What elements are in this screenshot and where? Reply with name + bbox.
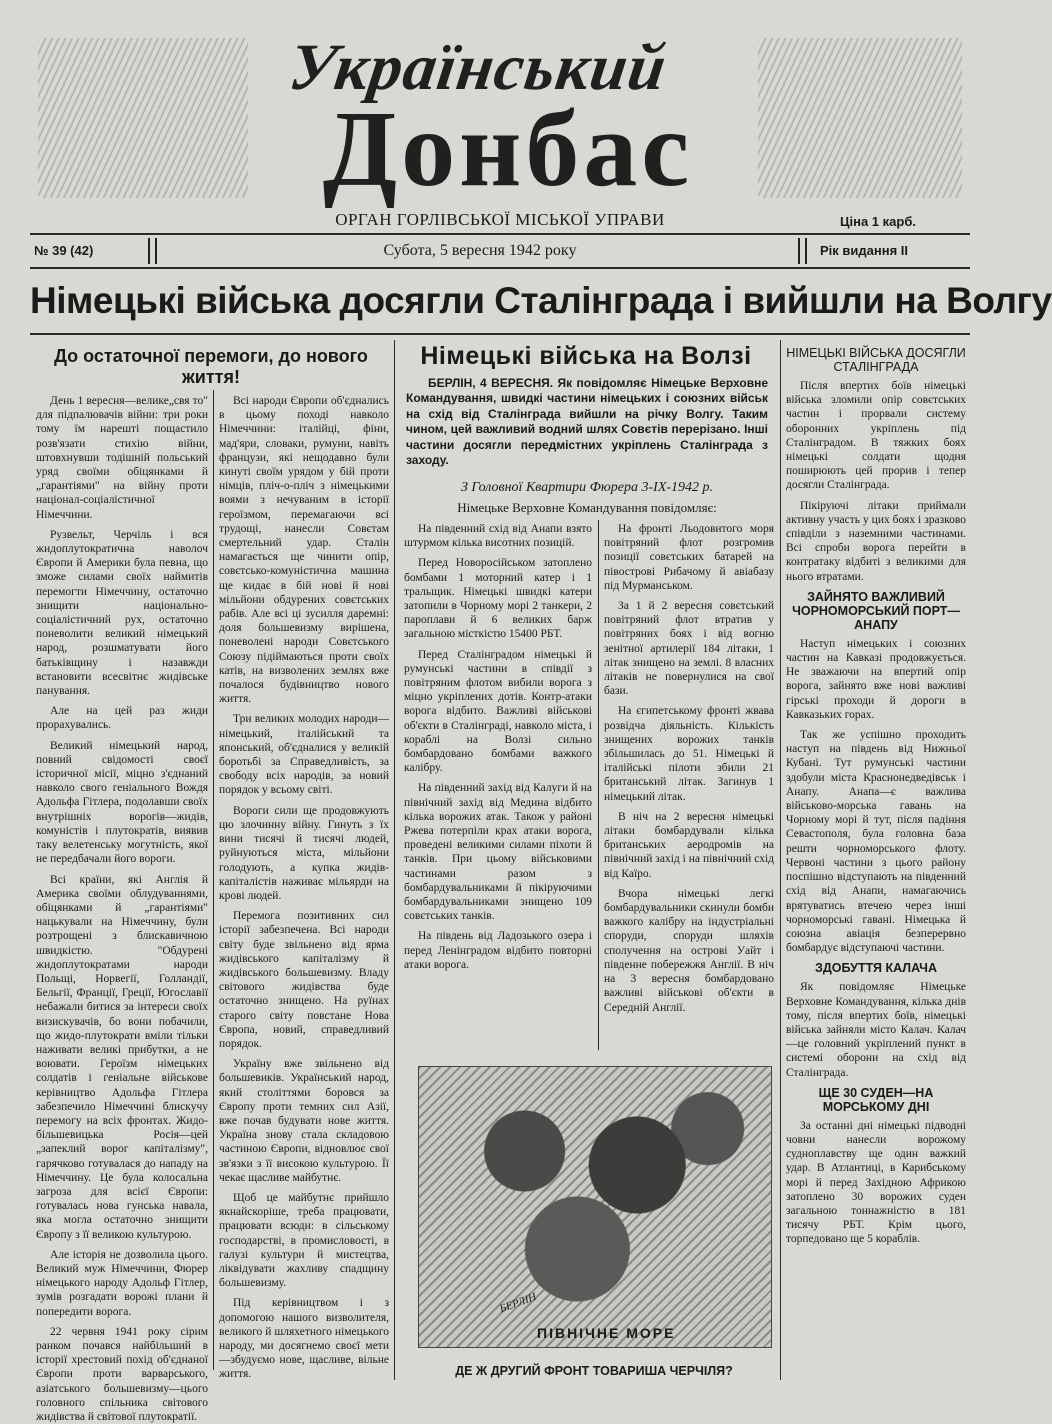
divider (30, 233, 970, 235)
organ-line: ОРГАН ГОРЛІВСЬКОЇ МІСЬКОЇ УПРАВИ (335, 210, 665, 229)
divider (30, 267, 970, 269)
paragraph: Вчора німецькі легкі бомбардувальники скинули бомби важкого калібру на індустріальні споруди, споруди шляхів сполучення на острові Уайт і південне побережжя Англії. В ніч на 3 вересня бомбардовано важливі військові об'єкти в Середній Англії. (604, 887, 774, 1014)
paragraph: Всі країни, які Англія й Америка своїми облудуваннями, обіцянками й „гарантіями" нацькували на Німеччину, були розтрощені з блискавичною швидкістю. "Обдурені жидоплутократами народи Польщі, Норвегії, Голландії, Бельгії, Франції, Греції, Югославії небажали битися за інтереси своїх визискувачів, бо вони побачили, що жидо-плутократи вміли тільки наживати великі прибутки, а не воювати. Героїзм німецьких солдатів і геніальне військове керівництво Адольфа Гітлера забезпечило Німеччині блискучу перемогу на всіх фронтах. Жидо-більшевицька Росія—цей „запеклий ворог капіталізму", гарячково готувалася до нападу на Німеччину. Це була колосальна загроза для всієї Європи: готувалась нова гунська навала, яка могла остаточно знищити Європу з її великою культурою. (36, 873, 208, 1241)
article2-lead: БЕРЛІН, 4 ВЕРЕСНЯ. Як повідомляє Німецьке Верховне Командування, швидкі частини німецьких і союзних військ на схід від Сталінграда вийшли на річку Волгу. Таким чином, цей важливий водний шлях Совєтів перерізано. Інші частини досягли передмістних укріплень Сталінграда з заходу. (406, 376, 768, 468)
divider (148, 238, 157, 264)
cartoon-caption: ДЕ Ж ДРУГИЙ ФРОНТ ТОВАРИША ЧЕРЧІЛЯ? (455, 1364, 733, 1378)
paragraph: Пікіруючі літаки приймали активну участь у цих боях і зразково співділи з наземними частинами. Всі спроби ворога перейти в контратаку відбиті з великими для нього втратами. (786, 499, 966, 583)
article1-column-2 (219, 394, 389, 1381)
article1-title: До остаточної перемоги, до нового життя! (54, 346, 368, 387)
paragraph: Після впертих боїв німецькі війська зломили опір совєтських частин і прорвали систему оборонних укріплень під Сталінградом. В тяжких боях німецькі солдати щодня поширюють цей прорив і тепер досягли Сталінграда. (786, 380, 966, 492)
map-label-berlin: БЕРЛІН (498, 1290, 539, 1316)
issue-number: № 39 (42) (34, 243, 94, 258)
paragraph: Але на цей раз жиди прорахувались. (36, 705, 208, 732)
masthead-title-top: Український (284, 31, 672, 104)
news-title: ЗДОБУТТЯ КАЛАЧА (815, 961, 937, 976)
paragraph: На південний захід від Калуги й на північний захід від Медина відбито кілька ворожих атак. Також у районі Ржева потерпіли крах атаки ворога, проведені великими силами піхоти й танків. При цьому військовими частинами разом з бомбардувальниками й пікіруючими бомбардувальниками знищено 109 совєтських танків. (404, 782, 592, 923)
paragraph: 22 червня 1941 року сірим ранком почався найбільший в історії хрестовий похід об'єднаної Європи проти варварського, азіатського большевизму—цього головного спільника світового жидівства й світової плутократії. (36, 1325, 208, 1424)
paragraph: Перед Сталінградом німецькі й румунські частини в співдії з повітряним флотом вибили ворога з міцно укріплених дотів. Контр-атаки ворога відбито. Важливі військові об'єкти в Сталінграді, навколо міста, і кораблі на Волзі сильно бомбардовано бомбами важкого калібру. (404, 648, 592, 775)
column-rule (598, 520, 599, 1050)
paragraph: В ніч на 2 вересня німецькі літаки бомбардували кілька британських аеродромів на північний захід і на північний схід від Каїро. (604, 810, 774, 880)
news-title: НІМЕЦЬКІ ВІЙСЬКА ДОСЯГЛИ СТАЛІНГРАДА (786, 346, 966, 374)
paragraph: Так же успішно проходить наступ на південь від Нижньої Кубані. Тут румунські частини здобули міста Краснонедведівськ і Анапу. Анапа—є важлива військово-морська гавань на Чорному морі й тут, після падіння Севастополя, була головна база решти чорноморського флоту. Червоні частини з цього району поспішно відступають на південний схід від Анапи, намагаючись врятуватись втечею через інші чорноморські гавані. Німецька й союзна авіація безперервно бомбардує відступаючі частини. (786, 729, 966, 955)
paragraph: За останні дні німецькі підводні човни нанесли ворожому судноплавству ще один важкий удар. В Атлантиці, в Карибському морі й перед Західною Африкою затоплено 30 ворожих суден загальною тоннажністю в 181 тисячу РБТ. Крім цього, торпедовано ще 5 кораблів. (786, 1119, 966, 1246)
hq-dateline: З Головної Квартири Фюрера 3-IX-1942 р. (460, 480, 714, 495)
sidebar-news (786, 340, 966, 1390)
factory-illustration (758, 38, 962, 198)
paragraph: Україну вже звільнено від большевиків. Український народ, який століттями боровся за Європу проти темних сил Азії, вже почав будувати нове життя. Україна знову стала складовою частиною Європи, відновлює свої зв'язки з її високою культурою. Її чекає щасливе майбутнє. (219, 1058, 389, 1184)
paragraph: На південь від Ладозького озера і перед Ленінградом відбито повторні атаки ворога. (404, 930, 592, 971)
paragraph: Перемога позитивних сил історії забезпечена. Всі народи світу буде звільнено від ярма жидівського капіталізму й жидівського большевизму. Владу світового жидівства буде остаточно знищено. На руїнах старого світу повстане Нова Європа, новий, справедливий порядок. (219, 910, 389, 1050)
column-rule (780, 340, 781, 1380)
column-rule (213, 390, 214, 1370)
political-cartoon (418, 1066, 772, 1348)
divider (30, 333, 970, 335)
news-title: ЗАЙНЯТО ВАЖЛИВИЙ ЧОРНОМОРСЬКИЙ ПОРТ—АНАПУ (792, 589, 960, 632)
issue-date: Субота, 5 вересня 1942 року (383, 242, 577, 259)
paragraph: На південний схід від Анапи взято штурмом кілька висотних позицій. (404, 523, 592, 550)
paragraph: Великий німецький народ, повний свідомості своєї історичної місії, міцно з'єднаний навколо свого геніального Вождя Адольфа Гітлера, подолавши своїх внутрішніх ворогів—жидів, комуністів і плутократів, виявив таку велетенську могутність, якої не передбачали його вороги. (36, 739, 208, 866)
paragraph: Три великих молодих народи—німецький, італійський та японський, об'єдналися у великій боротьбі за Справедливість, за свободу всіх народів, за новий порядок у всьому світі. (219, 713, 389, 797)
paragraph: Наступ німецьких і союзних частин на Кавказі продовжується. Не зважаючи на впертий опір ворога, зайнято вже нові важливі гірські проходи й дороги в Кавказьких горах. (786, 637, 966, 721)
paragraph: Під керівництвом і з допомогою нашого визволителя, великого й шляхетного німецького народу, ми досягнемо своєї мети—збудуємо нове, щасливе, вільне життя. (219, 1297, 389, 1381)
paragraph: Всі народи Європи об'єднались в цьому поході навколо Німеччини: італійці, фіни, мад'яри, словаки, румуни, навіть французи, які нещодавно були кинуті своїм урядом у бій проти німців, пліч-о-пліч з німецькими воями з нечуваним в історії героїзмом, перемагаючи всі трудощі, нанесли Совєтам смертельний удар. Сталін намагається ще чинити опір, совєтсько-комуністична машина ще кидає в бій нові й нові мільйони обдурених совєтських рабів. Але всі ці зусилля даремні: доля большевизму вирішена, поневолені народи Совєтського Союзу підіймаються проти своїх катів, на визволених землях вже почалося будівництво нового життя. (219, 395, 389, 706)
article2-column-2 (604, 522, 774, 1052)
paragraph: Перед Новоросійськом затоплено бомбами 1 моторний катер і 1 тральщик. Німецькі швидкі катери затопили в Чорному морі 2 танкери, 2 пароплави й 6 великих барж загальною місткістю 15400 РБТ. (404, 557, 592, 641)
article2-column-1 (404, 522, 592, 1052)
hq-announcement: Німецьке Верховне Командування повідомляє: (457, 500, 717, 515)
divider (798, 238, 807, 264)
paragraph: Як повідомляє Німецьке Верховне Командування, кілька днів тому, після впертих боїв, німецькі війська зайняли місто Калач. Калач—це головний укріплений пункт в системі оборони на схід від Сталінграда. (786, 981, 966, 1079)
article1-column-1 (36, 394, 208, 1424)
article2-title: Німецькі війська на Волзі (420, 342, 752, 370)
paragraph: На єгипетському фронті жвава розвідча діяльність. Кількість знищених ворожих танків збільшилась до 51. Німецькі й італійські пілоти збили 21 британський літак. Загинув 1 німецький літак. (604, 705, 774, 803)
paragraph: Щоб це майбутнє прийшло якнайскоріше, треба працювати, працювати всюди: в сільському господарстві, в промисловості, в галузі культури й мистецтва, ліквідувати жахливу спадщину большевизму. (219, 1191, 389, 1290)
dateline (30, 236, 970, 266)
map-label-north-sea: ПІВНІЧНЕ МОРЕ (537, 1325, 676, 1341)
masthead (38, 28, 962, 209)
column-rule (394, 340, 395, 1380)
news-title: ЩЕ 30 СУДЕН—НА МОРСЬКОМУ ДНІ (818, 1085, 934, 1114)
main-headline: Німецькі війська досягли Сталінграда і вийшли на Волгу (30, 280, 1052, 321)
paragraph: Але історія не дозволила цього. Великий муж Німеччини, Фюрер німецького народу Адольф Гітлер, зумів розгадати ворожі плани й попередити ворога. (36, 1248, 208, 1318)
paragraph: За 1 й 2 вересня совєтський повітряний флот втратив у повітряних боях і від вогню зенітної артилерії 184 літаки, 1 літак знищено на землі. 8 власних літаків не повернулися на свої бази. (604, 600, 774, 698)
masthead-title-main: Донбас (322, 90, 694, 209)
paragraph: Рузвельт, Черчіль і вся жидоплутократична наволоч Європи й Америки була певна, що зможе силами своїх наймитів перемогти Німеччину, остаточно знищити національно-соціалістичний рух, остаточно поневолити великий німецький народ, розшматувати його батьківщину і назавжди встановити всесвітнє жидівське панування. (36, 528, 208, 698)
price: Ціна 1 карб. (840, 214, 916, 229)
paragraph: День 1 вересня—велике„свя то" для підпалювачів війни: три роки тому їм нарешті пощастило розв'язати стихію війни, штовхнувши тодішній польський уряд своїми обіцянками й „гарантіями" на війну проти націонал-соціалістичної Німеччини. (36, 395, 208, 521)
paragraph: Вороги сили ще продовжують цю злочинну війну. Гинуть з їх вини тисячі й тисячі людей, руйнуються міста, мільйони голодують, а купка жидів-капіталістів наживає мільярди на крові людей. (219, 804, 389, 902)
publication-year: Рік видання II (820, 243, 908, 258)
paragraph: На фронті Льодовитого моря повітряний флот розгромив позиції совєтських батарей на півострові Рибачому й авіабазу під Мурманськом. (604, 523, 774, 592)
